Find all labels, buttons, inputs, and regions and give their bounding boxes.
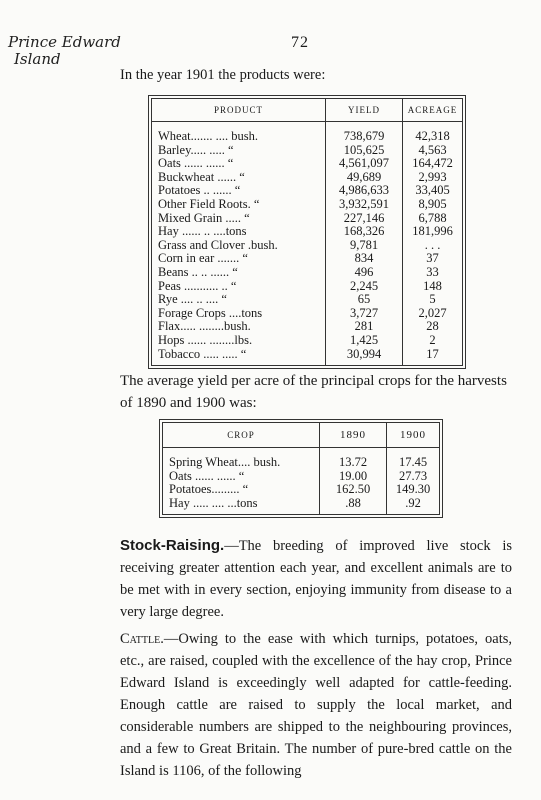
products-table-body [152, 122, 463, 366]
products-row-yield: 1,425 [326, 334, 403, 348]
products-row-yield: 2,245 [326, 280, 403, 294]
yield-row [163, 470, 440, 484]
products-row-product: Tobacco ..... ..... “ [158, 346, 247, 361]
products-row-product: Forage Crops ....tons [158, 305, 263, 320]
yield-row-y1900: 17.45 [387, 448, 440, 470]
yield-row [163, 497, 440, 515]
yield-row [163, 448, 440, 470]
products-row-acreage: 4,563 [403, 144, 463, 158]
products-row-product: Peas ........... .. “ [158, 278, 237, 293]
products-row [152, 280, 463, 294]
yield-row-y1900: 27.73 [387, 470, 440, 484]
products-row [152, 239, 463, 253]
average-yield-table-header [163, 423, 440, 448]
yield-row-y1900: .92 [387, 497, 440, 515]
header-title-line1: Prince Edward [8, 33, 121, 51]
products-row [152, 171, 463, 185]
yield-row-y1890: 162.50 [320, 483, 387, 497]
products-row-yield: 65 [326, 293, 403, 307]
products-row-yield: 834 [326, 252, 403, 266]
products-row [152, 184, 463, 198]
products-row [152, 212, 463, 226]
products-row [152, 334, 463, 348]
products-row-product: Wheat....... .... bush. [158, 129, 258, 143]
products-row-product: Potatoes .. ...... “ [158, 183, 241, 198]
products-row [152, 266, 463, 280]
products-row [152, 293, 463, 307]
stock-raising-paragraph [120, 535, 512, 623]
products-row [152, 144, 463, 158]
cattle-paragraph [120, 628, 512, 782]
products-row [152, 225, 463, 239]
stock-raising-text: —The breeding of improved live stock is receiving greater attention each year, and excellent animals are to be met with in every section, enjoying immunity from disease to a very large degree. [120, 538, 512, 620]
page-number: 72 [291, 34, 309, 51]
products-row-yield: 105,625 [326, 144, 403, 158]
products-row-acreage: 164,472 [403, 157, 463, 171]
products-row-product: Hay ...... .. ....tons [158, 224, 247, 239]
products-row-product: Other Field Roots. “ [158, 196, 260, 211]
products-row-acreage: 37 [403, 252, 463, 266]
products-table-header [152, 99, 463, 122]
products-row-yield: 9,781 [326, 239, 403, 253]
products-row-product: Grass and Clover .bush. [158, 237, 278, 252]
yield-row-crop: Hay ..... .... ...tons [169, 495, 258, 510]
products-row-acreage: 8,905 [403, 198, 463, 212]
header-title-line2: Island [14, 50, 61, 68]
products-row-yield: 227,146 [326, 212, 403, 226]
column-header-acreage: ACREAGE [403, 99, 463, 122]
stock-raising-heading: Stock-Raising. [120, 537, 225, 554]
cattle-lead: Cattle. [120, 631, 164, 647]
products-row [152, 122, 463, 144]
products-row [152, 348, 463, 366]
products-row-yield: 496 [326, 266, 403, 280]
products-row-acreage: 2,993 [403, 171, 463, 185]
yield-row-y1890: 13.72 [320, 448, 387, 470]
products-row-acreage: 42,318 [403, 122, 463, 144]
products-row-acreage: . . . [403, 239, 463, 253]
products-row-acreage: 33 [403, 266, 463, 280]
yield-row-crop: Spring Wheat.... bush. [169, 455, 281, 469]
products-row [152, 198, 463, 212]
products-row-yield: 49,689 [326, 171, 403, 185]
products-row-acreage: 181,996 [403, 225, 463, 239]
products-row-acreage: 2,027 [403, 307, 463, 321]
products-row-product: Barley..... ..... “ [158, 142, 234, 157]
products-row-yield: 3,932,591 [326, 198, 403, 212]
intro-products-1901: In the year 1901 the products were: [120, 67, 326, 83]
yield-row [163, 483, 440, 497]
products-table [151, 98, 463, 366]
column-header-crop: CROP [163, 423, 320, 448]
column-header-yield: YIELD [326, 99, 403, 122]
average-yield-table-body [163, 448, 440, 515]
cattle-text: —Owing to the ease with which turnips, potatoes, oats, etc., are raised, coupled with the excellence of the hay crop, Prince Edward Island is exceedingly well adapted for cattle-feeding. Enough cattle are raised to supply the local market, and considerable numbers are shipped to the neighbouring provinces, and a few to Great Britain. The number of pure-bred cattle on the Island is 1106, of the following [120, 631, 512, 779]
products-row-yield: 3,727 [326, 307, 403, 321]
yield-row-y1890: 19.00 [320, 470, 387, 484]
products-row-yield: 30,994 [326, 348, 403, 366]
products-row-acreage: 148 [403, 280, 463, 294]
column-header-product: PRODUCT [152, 99, 326, 122]
products-row-product: Hops ...... ........lbs. [158, 332, 253, 347]
yield-row-y1890: .88 [320, 497, 387, 515]
products-row-acreage: 17 [403, 348, 463, 366]
yield-row-crop: Oats ...... ...... “ [169, 468, 245, 483]
products-row-product: Rye .... .. .... “ [158, 292, 227, 307]
average-yield-table [162, 422, 440, 515]
intro-average-yield: The average yield per acre of the principal crops for the harvests of 1890 and 1900 was: [120, 373, 507, 411]
products-row-yield: 168,326 [326, 225, 403, 239]
yield-row-y1900: 149.30 [387, 483, 440, 497]
column-header-1890: 1890 [320, 423, 387, 448]
products-row-acreage: 5 [403, 293, 463, 307]
products-row-acreage: 33,405 [403, 184, 463, 198]
column-header-1900: 1900 [387, 423, 440, 448]
yield-row-crop: Potatoes......... “ [169, 482, 249, 497]
products-row-product: Oats ...... ...... “ [158, 156, 234, 171]
running-header [8, 34, 121, 68]
products-row [152, 157, 463, 171]
products-row [152, 307, 463, 321]
products-row-yield: 738,679 [326, 122, 403, 144]
products-row-acreage: 2 [403, 334, 463, 348]
products-row-acreage: 6,788 [403, 212, 463, 226]
products-row-product: Flax..... ........bush. [158, 319, 251, 334]
products-row [152, 252, 463, 266]
products-row-acreage: 28 [403, 320, 463, 334]
products-row-product: Buckwheat ...... “ [158, 169, 245, 184]
products-row-product: Mixed Grain ..... “ [158, 210, 250, 225]
products-row-product: Beans .. .. ...... “ [158, 264, 238, 279]
products-row-product: Corn in ear ....... “ [158, 251, 248, 266]
products-row [152, 320, 463, 334]
products-row-yield: 4,561,097 [326, 157, 403, 171]
products-row-yield: 281 [326, 320, 403, 334]
products-row-yield: 4,986,633 [326, 184, 403, 198]
